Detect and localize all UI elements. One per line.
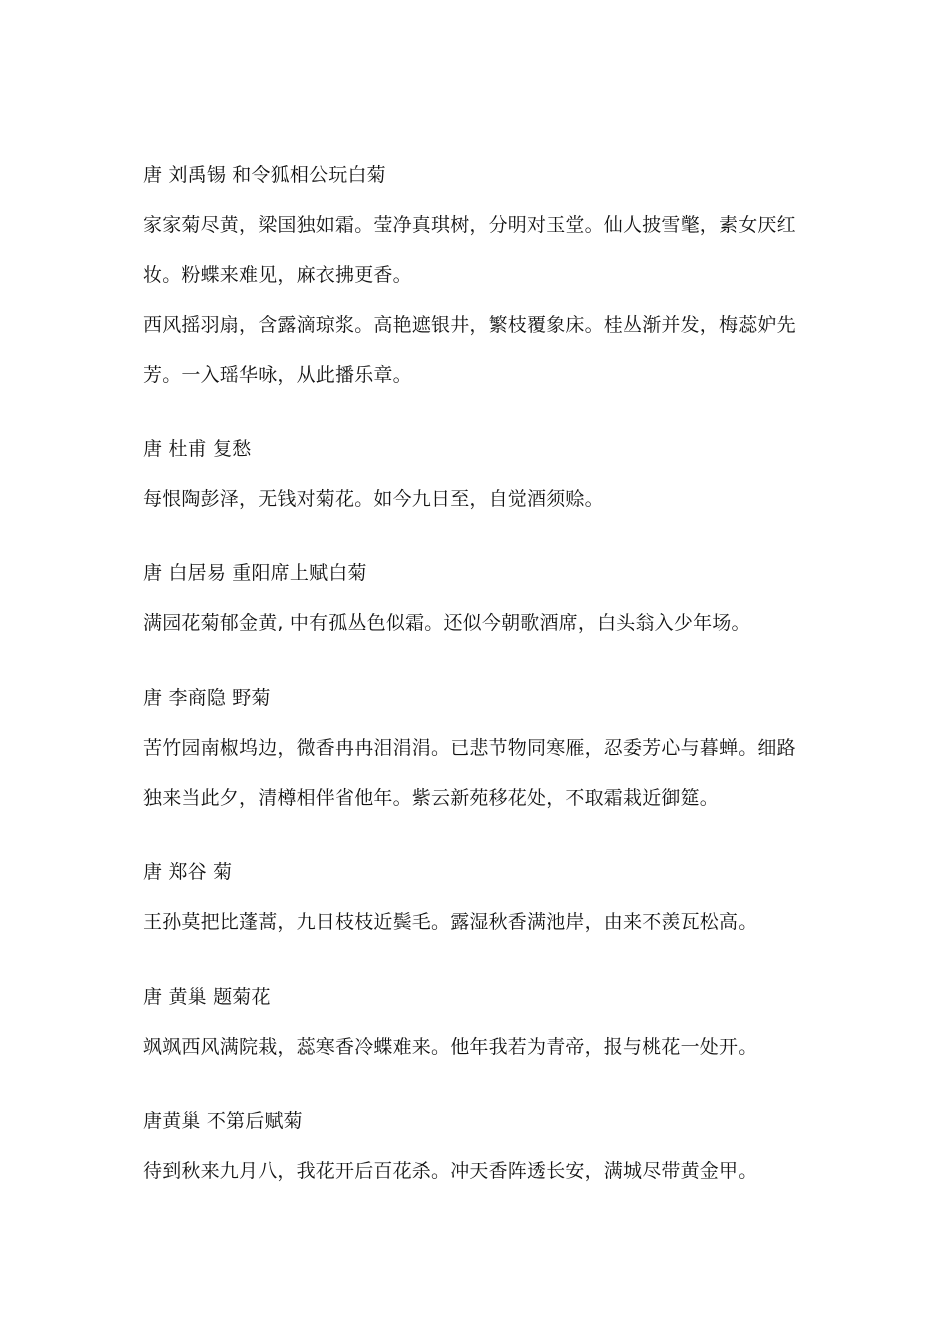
- poem-line: 飒飒西风满院栽，蕊寒香冷蝶难来。他年我若为青帝，报与桃花一处开。: [143, 1036, 758, 1058]
- poem-heading: 唐 刘禹锡 和令狐相公玩白菊: [143, 164, 386, 186]
- poem-line: 芳。一入瑶华咏，从此播乐章。: [143, 364, 412, 386]
- poem-heading: 唐 白居易 重阳席上赋白菊: [143, 562, 367, 584]
- poem-heading: 唐 杜甫 复愁: [143, 438, 252, 460]
- poem-line: 苦竹园南椒坞边，微香冉冉泪涓涓。已悲节物同寒雁，忍委芳心与暮蝉。细路: [143, 737, 796, 759]
- poem-line: 西风摇羽扇，含露滴琼浆。高艳遮银井，繁枝覆象床。桂丛渐并发，梅蕊妒先: [143, 314, 796, 336]
- poem-line: 妆。粉蝶来难见，麻衣拂更香。: [143, 264, 412, 286]
- poem-line: 每恨陶彭泽，无钱对菊花。如今九日至，自觉酒须赊。: [143, 488, 604, 510]
- poem-line: 家家菊尽黄，梁国独如霜。莹净真琪树，分明对玉堂。仙人披雪氅，素女厌红: [143, 214, 796, 236]
- poem-line: 待到秋来九月八，我花开后百花杀。冲天香阵透长安，满城尽带黄金甲。: [143, 1160, 758, 1182]
- poem-heading: 唐 黄巢 题菊花: [143, 986, 271, 1008]
- poem-line: 满园花菊郁金黄, 中有孤丛色似霜。还似今朝歌酒席，白头翁入少年场。: [143, 612, 751, 634]
- poem-line: 王孙莫把比蓬蒿，九日枝枝近鬓毛。露湿秋香满池岸，由来不羡瓦松高。: [143, 911, 758, 933]
- poem-heading: 唐黄巢 不第后赋菊: [143, 1110, 303, 1132]
- poem-heading: 唐 郑谷 菊: [143, 861, 233, 883]
- poem-heading: 唐 李商隐 野菊: [143, 687, 271, 709]
- poem-line: 独来当此夕，清樽相伴省他年。紫云新苑移花处，不取霜栽近御筵。: [143, 787, 720, 809]
